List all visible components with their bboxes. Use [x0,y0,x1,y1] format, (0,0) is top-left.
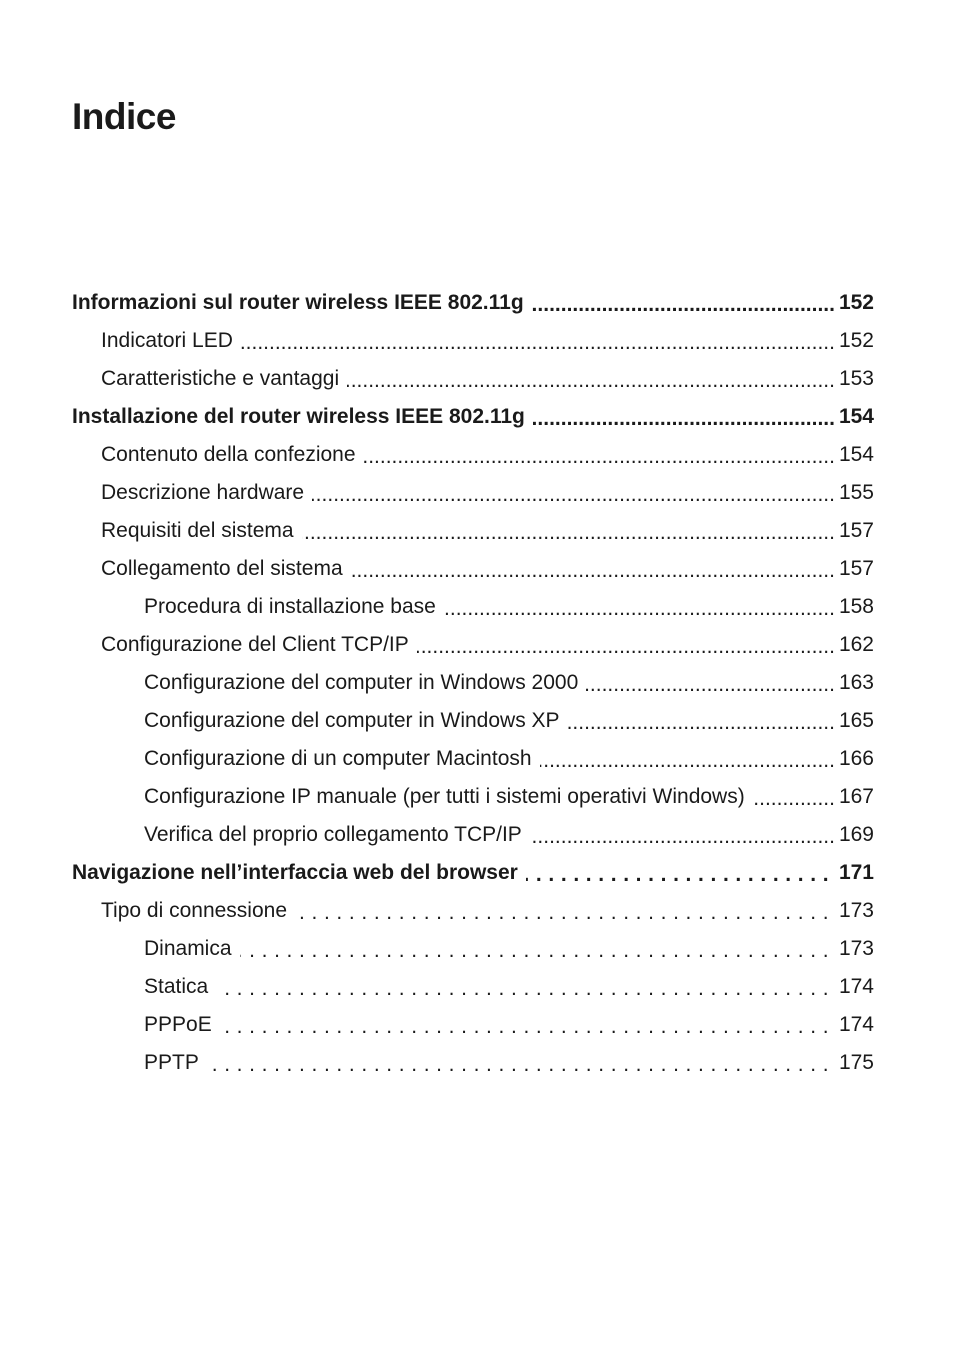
dot-leader [241,331,835,352]
toc-entry[interactable] [72,740,874,778]
toc-entry-page: 166 [838,747,874,770]
toc-entry-label: Configurazione del Client TCP/IP [101,633,409,656]
toc-entry[interactable] [72,360,874,398]
toc-entry-page: 152 [838,329,874,352]
dot-leader [220,1015,829,1036]
toc-entry-label: Indicatori LED [101,329,233,352]
toc-entry[interactable] [72,968,874,1006]
toc-entry-page: 153 [838,367,874,390]
toc-entry[interactable] [72,284,874,322]
dot-leader [444,597,835,618]
toc-entry-page: 173 [838,937,874,960]
toc-entry-label: PPTP [144,1051,199,1074]
dot-leader [533,407,835,428]
toc-entry-label: PPPoE [144,1013,212,1036]
toc-entry[interactable] [72,778,874,816]
toc-entry[interactable] [72,436,874,474]
toc-entry-label: Configurazione del computer in Windows XP [144,709,560,732]
toc-entry[interactable] [72,322,874,360]
dot-leader [526,863,829,884]
dot-leader [568,711,835,732]
toc-entry[interactable] [72,930,874,968]
toc-entry-page: 174 [838,975,874,998]
toc-entry-label: Informazioni sul router wireless IEEE 802.11g [72,291,524,314]
toc-entry-page: 157 [838,519,874,542]
toc-entry-page: 163 [838,671,874,694]
toc-entry-label: Caratteristiche e vantaggi [101,367,340,390]
toc-entry-label: Tipo di connessione [101,899,288,922]
toc-entry[interactable] [72,816,874,854]
toc-entry-page: 154 [838,405,874,428]
table-of-contents [72,284,874,1082]
toc-entry[interactable] [72,474,874,512]
toc-entry-label: Dinamica [144,937,232,960]
toc-entry[interactable] [72,626,874,664]
toc-entry-page: 155 [838,481,874,504]
toc-entry-page: 175 [838,1051,874,1074]
dot-leader [216,977,829,998]
dot-leader [302,521,835,542]
toc-entry-label: Configurazione IP manuale (per tutti i sistemi operativi Windows) [144,785,745,808]
dot-leader [207,1053,829,1074]
toc-entry[interactable] [72,1044,874,1082]
toc-entry-label: Contenuto della confezione [101,443,356,466]
toc-entry-page: 154 [838,443,874,466]
toc-entry-page: 157 [838,557,874,580]
toc-entry-label: Procedura di installazione base [144,595,436,618]
toc-entry[interactable] [72,588,874,626]
dot-leader [312,483,835,504]
toc-entry[interactable] [72,398,874,436]
toc-entry-page: 158 [838,595,874,618]
dot-leader [753,787,835,808]
toc-entry[interactable] [72,664,874,702]
toc-entry-label: Descrizione hardware [101,481,305,504]
toc-entry-page: 173 [838,899,874,922]
toc-entry[interactable] [72,1006,874,1044]
dot-leader [351,559,835,580]
toc-entry-page: 152 [838,291,874,314]
toc-entry[interactable] [72,854,874,892]
toc-entry-page: 171 [838,861,874,884]
toc-entry-label: Configurazione di un computer Macintosh [144,747,532,770]
toc-entry[interactable] [72,550,874,588]
toc-entry-page: 169 [838,823,874,846]
toc-entry-page: 162 [838,633,874,656]
toc-entry-label: Verifica del proprio collegamento TCP/IP [144,823,522,846]
toc-entry-page: 165 [838,709,874,732]
dot-leader [347,369,835,390]
toc-entry-label: Statica [144,975,209,998]
dot-leader [540,749,835,770]
toc-entry-label: Navigazione nell’interfaccia web del browser [72,861,518,884]
dot-leader [417,635,835,656]
toc-entry-label: Configurazione del computer in Windows 2000 [144,671,579,694]
toc-entry-label: Collegamento del sistema [101,557,343,580]
dot-leader [532,293,835,314]
page-title: Indice [72,96,176,137]
toc-entry-label: Requisiti del sistema [101,519,294,542]
dot-leader [530,825,835,846]
dot-leader [295,901,829,922]
dot-leader [586,673,835,694]
toc-entry-page: 167 [838,785,874,808]
toc-entry[interactable] [72,702,874,740]
toc-entry[interactable] [72,892,874,930]
dot-leader [364,445,835,466]
toc-entry-label: Installazione del router wireless IEEE 802.11g [72,405,525,428]
dot-leader [240,939,829,960]
toc-entry[interactable] [72,512,874,550]
toc-entry-page: 174 [838,1013,874,1036]
